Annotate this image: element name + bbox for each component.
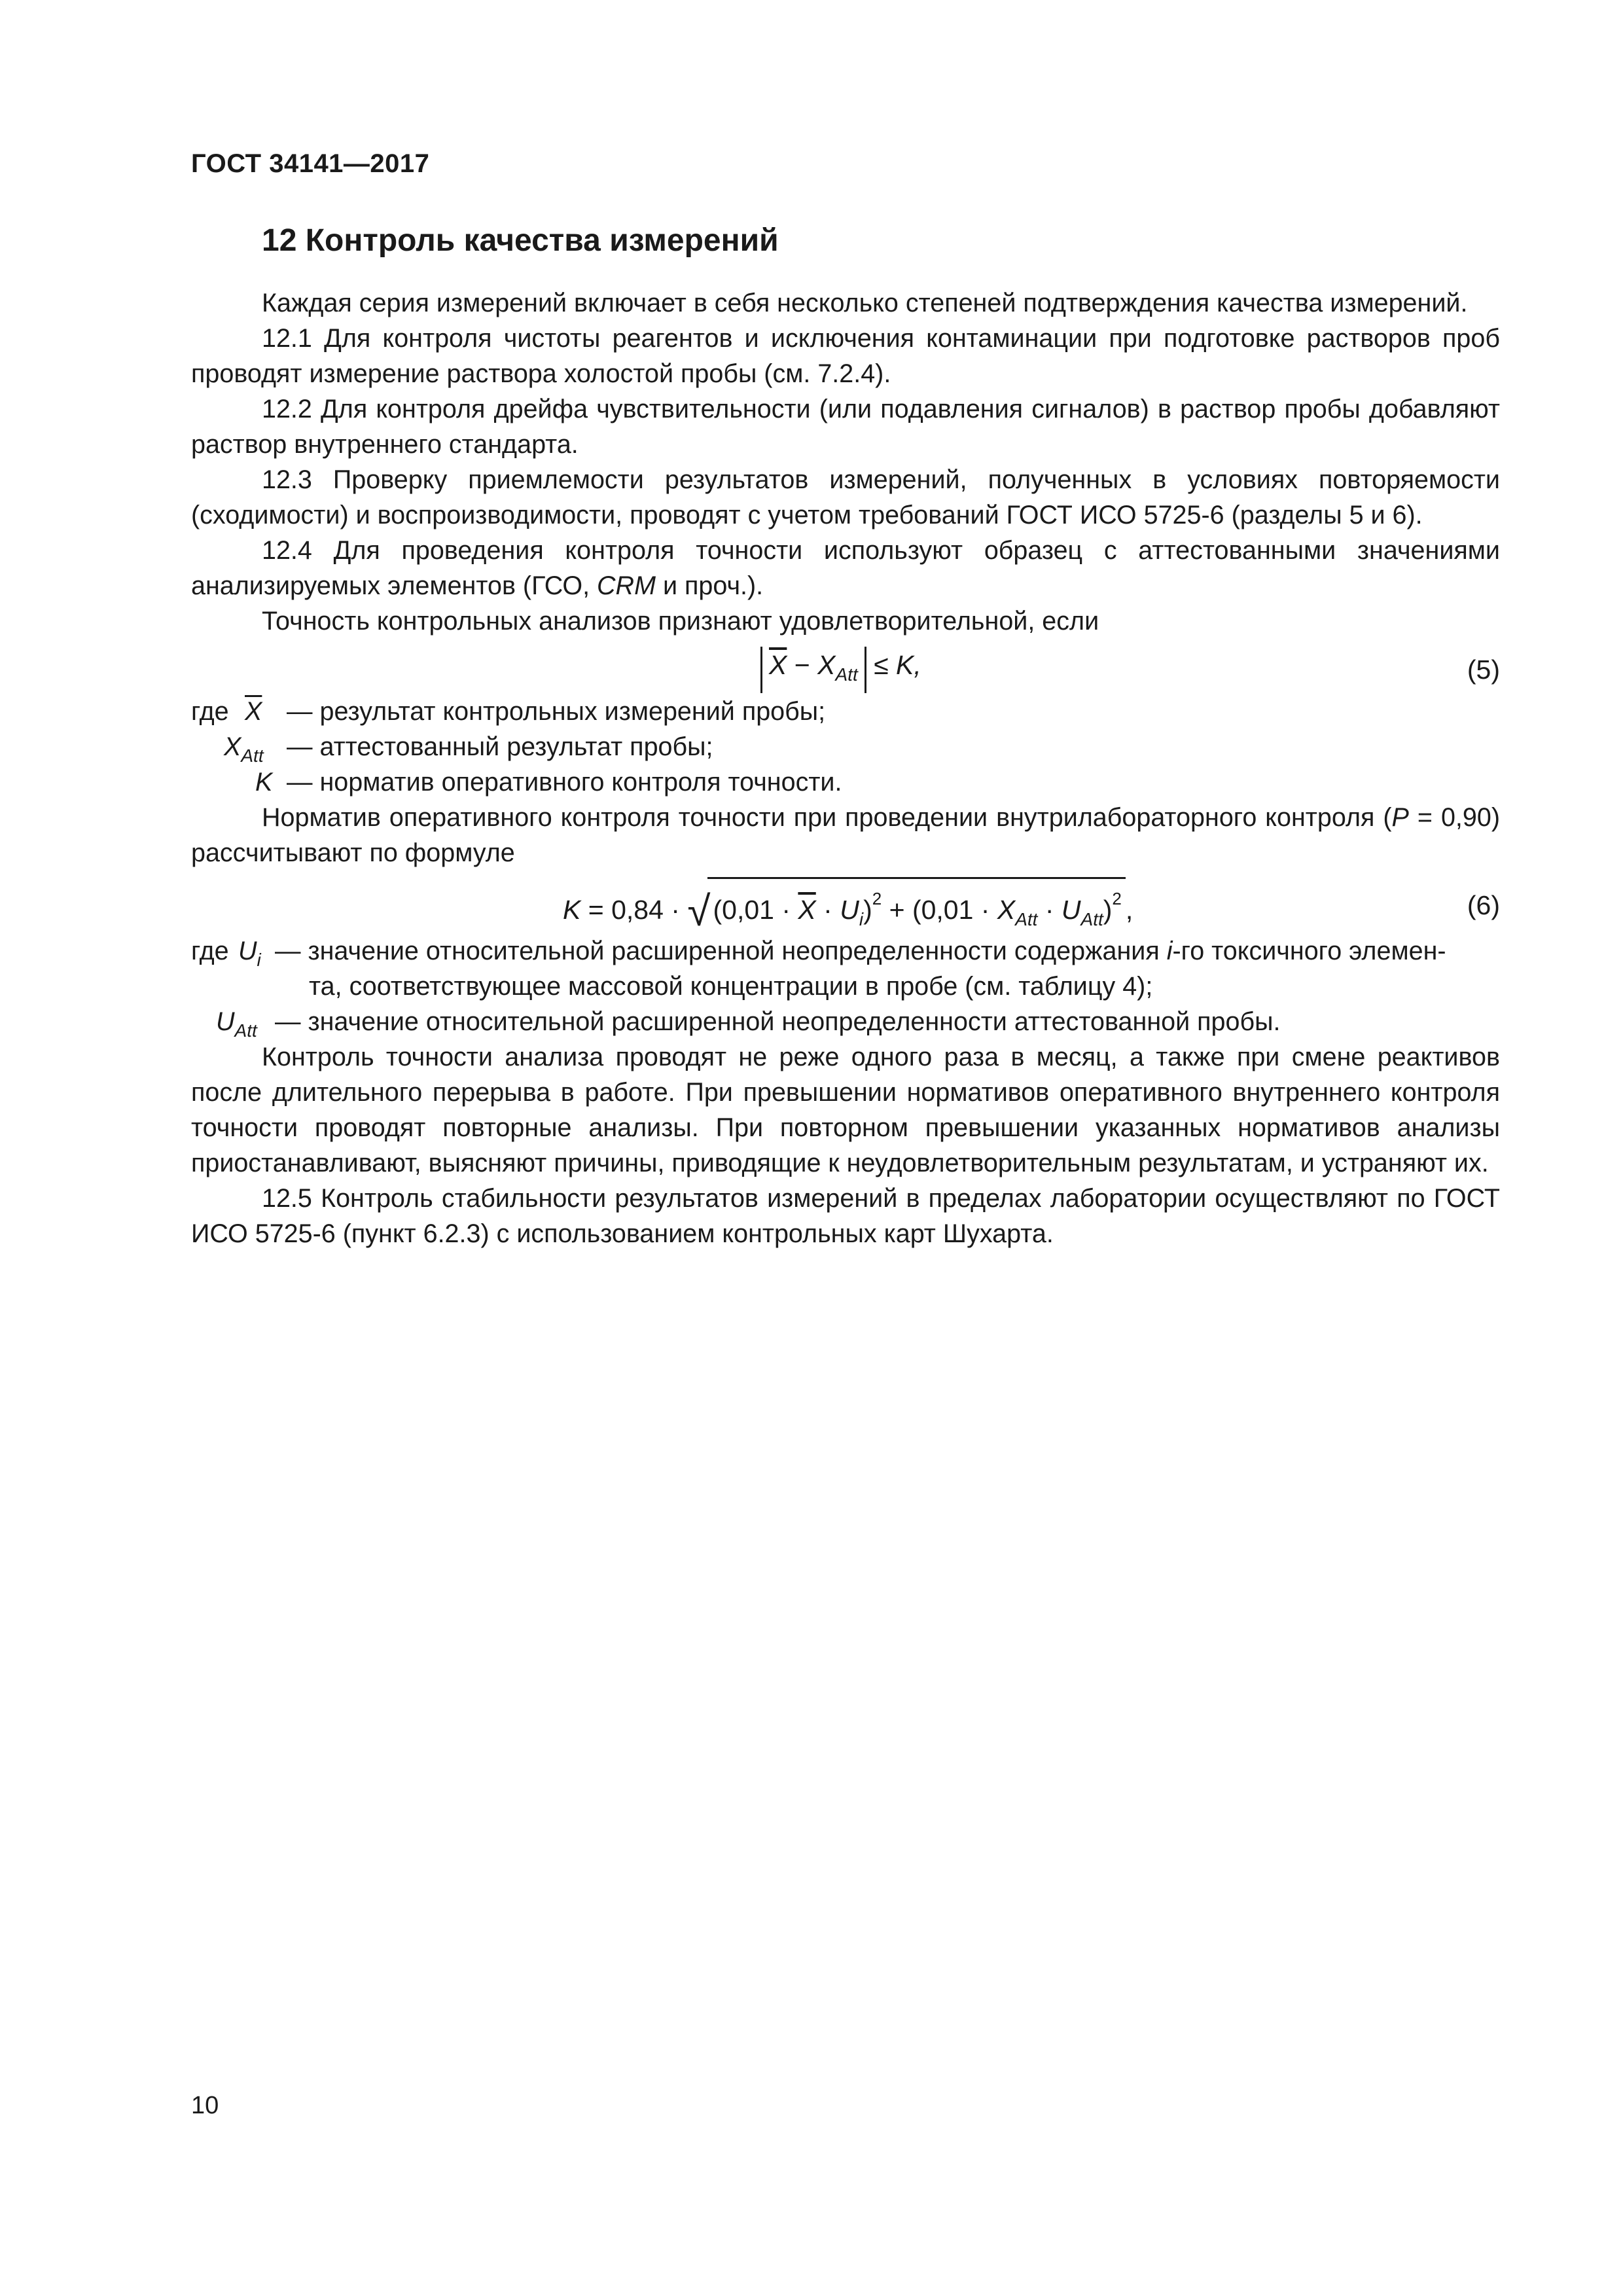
paragraph-12-1: 12.1 Для контроля чистоты реагентов и исключения контаминации при подготовке растворов проб проводят измерение раствора холостой пробы (см. 7.2.4). <box>191 324 1500 388</box>
formula-6-xatt-sub: Att <box>1015 909 1038 929</box>
legend-text: — аттестованный результат пробы; <box>287 732 713 761</box>
section-title: 12 Контроль качества измерений <box>262 223 779 258</box>
legend-text-b: -го токсичного элемен- <box>1172 937 1446 965</box>
formula-6-uatt: U <box>1061 895 1081 925</box>
legend-5-row-2 <box>191 729 1500 764</box>
formula-6-plus: + <box>889 895 905 925</box>
formula-6-term2-open: (0,01 · <box>912 895 990 925</box>
formula-6-k: K <box>563 895 581 925</box>
legend-symbol <box>216 1004 257 1049</box>
paragraph-12-4-tail: и проч.). <box>656 571 764 600</box>
paragraph-12-4-text: 12.4 Для проведения контроля точности используют образец с аттестованными значениями анализируемых элементов (ГСО, <box>191 536 1500 600</box>
legend-text: — норматив оперативного контроля точности. <box>287 768 842 797</box>
sqrt-icon: √ <box>687 888 711 935</box>
legend-symbol-sub: Att <box>241 745 264 766</box>
formula-5 <box>191 639 1500 694</box>
formula-6-square-2: 2 <box>1112 889 1122 908</box>
formula-6-radicand <box>707 877 1125 939</box>
formula-5-expression <box>760 647 921 693</box>
legend-6-row-2 <box>191 1004 1500 1039</box>
paragraph-normative-tail: = 0,90) рассчитывают по формуле <box>191 803 1500 867</box>
legend-text-continued: та, соответствующее массовой концентрации в пробе (см. таблицу 4); <box>309 972 1153 1001</box>
paragraph-accuracy-control: Контроль точности анализа проводят не реже одного раза в месяц, а также при смене реактивов после длительного перерыва в работе. При превышении нормативов оперативного внутреннего контроля точности проводят повторные анализы. При повторном превышении указанных нормативов анализы приостанавливают, выясняют причины, приводящие к неудовлетворительным результатам, и устраняют их. <box>191 1043 1500 1177</box>
legend-6-row-1-continued <box>191 969 1500 1004</box>
formula-6-term1-open: (0,01 · <box>713 895 791 925</box>
formula-6-coefficient: = 0,84 · <box>588 895 680 925</box>
legend-5-row-1 <box>191 694 1500 729</box>
legend-text: — результат контрольных измерений пробы; <box>287 697 826 726</box>
legend-symbol: K <box>255 768 273 797</box>
formula-5-att-sub: Att <box>835 664 858 685</box>
formula-5-abs <box>760 647 866 693</box>
formula-6-dot: · <box>823 895 832 925</box>
formula-6-term2-close: ) <box>1103 895 1113 925</box>
formula-6-dot-2: · <box>1044 895 1054 925</box>
formula-6-xbar: $\overline{X}$ <box>798 895 816 925</box>
legend-symbol-main: X <box>224 732 241 761</box>
legend-symbol-sub: i <box>257 950 261 970</box>
formula-6 <box>191 870 1500 933</box>
paragraph-12-4 <box>191 533 1500 603</box>
legend-symbol-sub: Att <box>234 1020 257 1041</box>
paragraph-12-3: 12.3 Проверку приемлемости результатов измерений, полученных в условиях повторяемости (сходимости) и воспроизводимости, проводят с учетом требований ГОСТ ИСО 5725-6 (разделы 5 и 6). <box>191 465 1500 529</box>
crm-term: CRM <box>597 571 656 600</box>
formula-6-term1-close: ) <box>863 895 872 925</box>
page-number: 10 <box>191 2092 219 2119</box>
legend-symbol-main: U <box>216 1007 235 1036</box>
paragraph-12-2: 12.2 Для контроля дрейфа чувствительности (или подавления сигналов) в раствор пробы добавляют раствор внутреннего стандарта. <box>191 395 1500 459</box>
legend-symbol: $\overline{X}$ <box>245 697 262 726</box>
legend-5-row-3 <box>191 764 1500 800</box>
legend-lead: где <box>191 697 229 726</box>
probability-symbol: P <box>1391 803 1409 832</box>
formula-5-minus: − <box>794 650 810 680</box>
formula-6-expression <box>563 877 1133 939</box>
formula-5-k: K, <box>896 650 921 680</box>
legend-text: — значение относительной расширенной неопределенности аттестованной пробы. <box>275 1007 1281 1036</box>
document-header: ГОСТ 34141—2017 <box>191 149 430 178</box>
paragraph-intro: Каждая серия измерений включает в себя несколько степеней подтверждения качества измерений. <box>262 289 1468 317</box>
formula-6-square-1: 2 <box>872 889 882 908</box>
formula-5-leq: ≤ <box>874 650 889 680</box>
legend-6-row-1 <box>191 933 1500 969</box>
formula-6-u: U <box>840 895 859 925</box>
formula-6-comma: , <box>1125 895 1133 925</box>
paragraph-12-5: 12.5 Контроль стабильности результатов измерений в пределах лаборатории осуществляют по ГОСТ ИСО 5725-6 (пункт 6.2.3) с использованием контрольных карт Шухарта. <box>191 1184 1500 1248</box>
legend-lead: где <box>191 937 229 965</box>
legend-text-a: — значение относительной расширенной неопределенности содержания <box>275 937 1167 965</box>
document-body <box>191 285 1500 1251</box>
formula-6-number: (6) <box>1467 890 1500 920</box>
paragraph-normative-text: Норматив оперативного контроля точности при проведении внутрилабораторного контроля ( <box>262 803 1392 832</box>
formula-6-u-sub: i <box>859 909 864 929</box>
legend-symbol-main: U <box>238 937 257 965</box>
paragraph-accuracy-condition: Точность контрольных анализов признают удовлетворительной, если <box>262 607 1099 636</box>
paragraph-normative <box>191 800 1500 870</box>
formula-5-number: (5) <box>1467 655 1500 685</box>
formula-5-xatt: X <box>817 650 836 680</box>
formula-5-xbar: $\overline{X}$ <box>769 650 787 680</box>
formula-6-xatt: X <box>997 895 1016 925</box>
legend-text-i: i <box>1166 937 1173 965</box>
formula-6-uatt-sub: Att <box>1080 909 1103 929</box>
legend-text <box>275 933 1446 969</box>
